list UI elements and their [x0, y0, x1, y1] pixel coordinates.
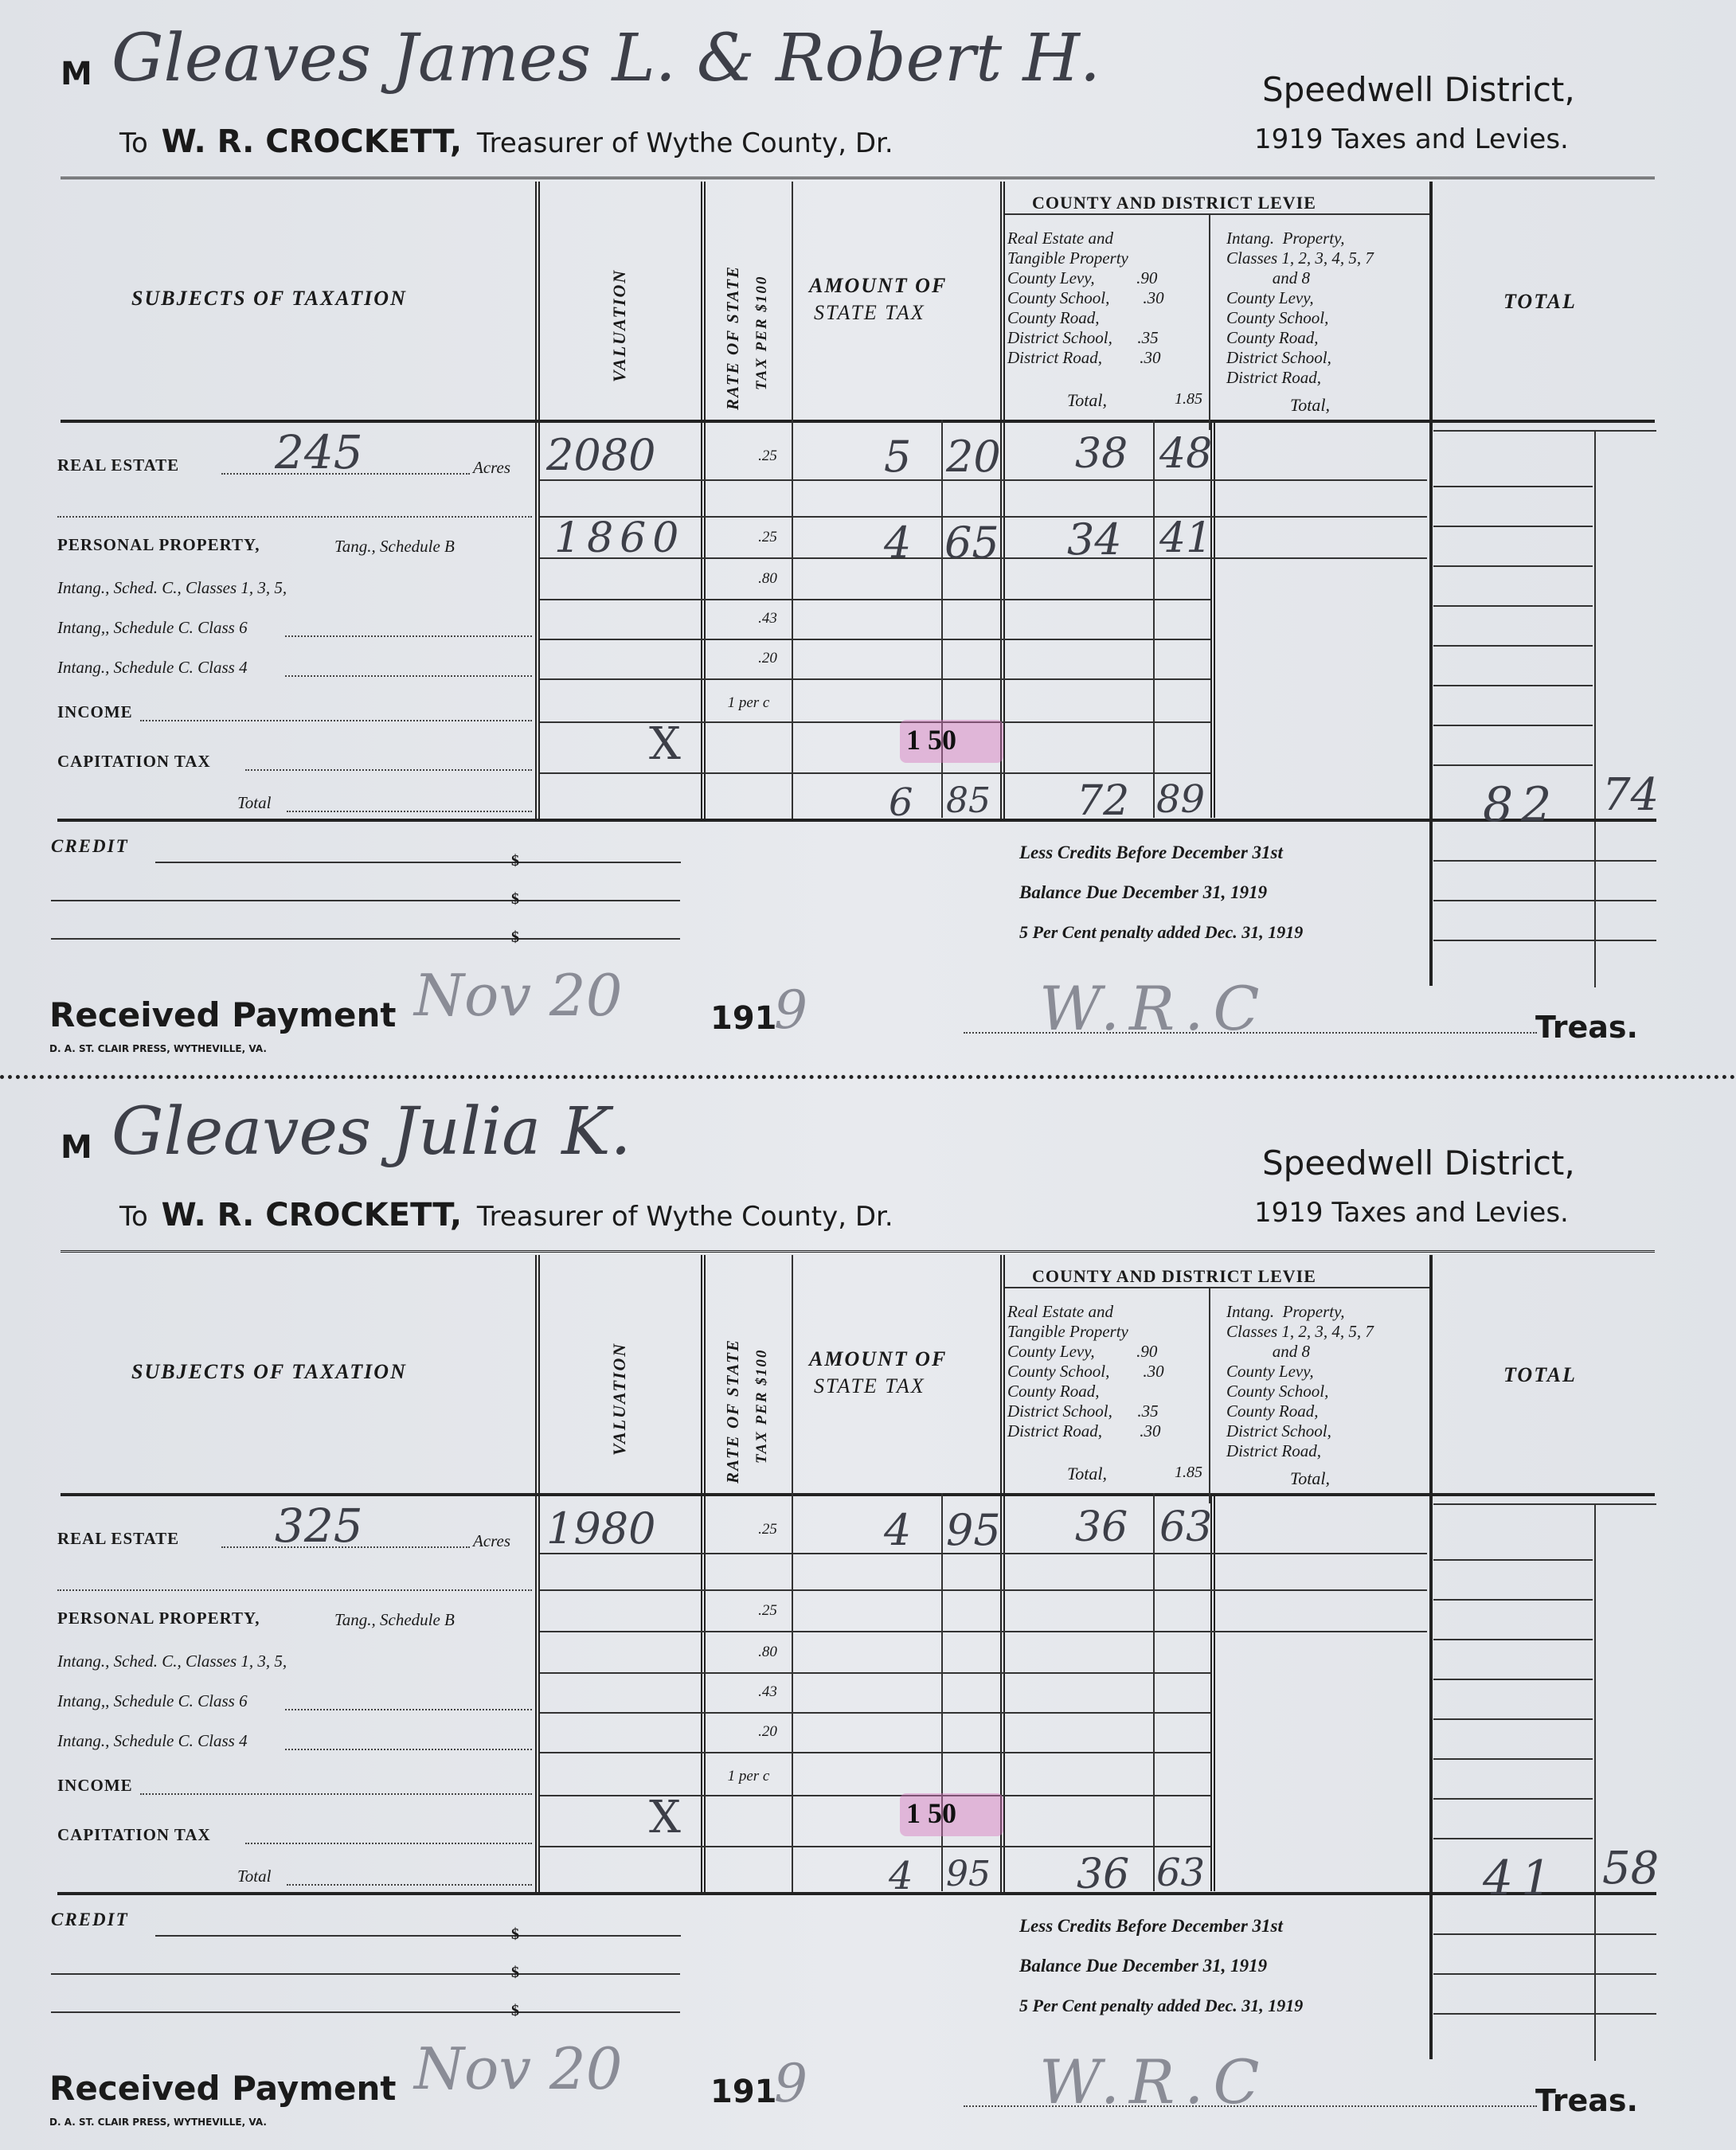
blank-row-dots	[57, 516, 532, 518]
less-credits-label: Less Credits Before December 31st	[1019, 842, 1283, 862]
col-rule-rate	[701, 182, 706, 819]
income-label: INCOME	[57, 702, 133, 721]
income-dots	[140, 1793, 532, 1795]
row-rule-intang2	[540, 639, 1210, 640]
grand-total-dollars: 41	[1483, 1851, 1560, 1906]
total-row-label: Total	[237, 1867, 272, 1886]
county-levy-real-estate-cents: 48	[1159, 430, 1213, 478]
valuation-capitation: X	[649, 718, 681, 770]
rate-intang3: .20	[758, 1723, 777, 1740]
credit-dollar-1: $	[511, 1925, 519, 1943]
state-tax-real-estate-cents: 95	[946, 1505, 1001, 1555]
credit-line-3	[51, 938, 680, 940]
received-payment-label: Received Payment	[49, 2069, 397, 2108]
treasurer-initials: W.R.C	[1039, 2046, 1269, 2117]
total-col-rule-1	[1433, 430, 1656, 432]
levy-left-total-value: 1.85	[1175, 1464, 1202, 1481]
row-rule-capitation	[540, 772, 1210, 774]
valuation-capitation: X	[649, 1792, 681, 1843]
amount-header-1: AMOUNT OF	[809, 274, 948, 297]
acres-value: 325	[275, 1499, 363, 1553]
rate-income: 1 per c	[727, 1768, 770, 1784]
rate-intang2: .43	[758, 1683, 777, 1700]
row-rule-total	[57, 819, 1656, 822]
credit-line-2	[51, 1973, 680, 1975]
received-year-print: 191	[710, 1000, 777, 1037]
tax-year-line: 1919 Taxes and Levies.	[1254, 1197, 1569, 1229]
total-col-rule-7	[1433, 1758, 1593, 1760]
total-col-rule-2	[1433, 1559, 1593, 1561]
total-row-label: Total	[237, 793, 272, 812]
row-rule-income	[540, 1795, 1210, 1796]
intang-class-4-label: Intang., Schedule C. Class 4	[57, 658, 248, 677]
levy-right-total-label: Total,	[1290, 1468, 1330, 1488]
rate-income: 1 per c	[727, 694, 770, 711]
district-name: Speedwell District,	[1262, 1143, 1575, 1182]
capitation-tax-label: CAPITATION TAX	[57, 752, 211, 771]
credit-dollar-2: $	[511, 1964, 519, 1981]
levy-left-total-value: 1.85	[1175, 390, 1202, 408]
state-tax-total-cents: 85	[946, 780, 991, 821]
rate-header-1: RATE OF STATE	[723, 264, 742, 410]
credit-line-1	[155, 1935, 681, 1937]
rate-real-estate: .25	[758, 1521, 777, 1538]
rate-personal: .25	[758, 529, 777, 545]
row-rule-intang1	[540, 599, 1210, 600]
total-col-rule-4	[1433, 565, 1593, 567]
col-rule-total-cents	[1594, 1503, 1596, 2061]
county-levy-real-estate-cents: 63	[1159, 1503, 1213, 1551]
county-levy-header: COUNTY AND DISTRICT LEVIE	[1032, 193, 1316, 213]
header-bottom-rule	[61, 1493, 1655, 1496]
row-rule-intang3	[540, 1752, 1210, 1753]
county-header-rule	[1005, 1287, 1429, 1288]
press-imprint: D. A. ST. CLAIR PRESS, WYTHEVILLE, VA.	[49, 2117, 267, 2128]
total-col-rule-8	[1433, 725, 1593, 726]
blank-row-dots	[57, 1589, 532, 1591]
credit-label: CREDIT	[51, 1910, 129, 1929]
press-imprint: D. A. ST. CLAIR PRESS, WYTHEVILLE, VA.	[49, 1043, 267, 1054]
to-word: To	[119, 1201, 148, 1233]
col-rule-valuation	[535, 182, 540, 819]
credit-dollar-2: $	[511, 890, 519, 908]
total-row-dots	[287, 1884, 532, 1886]
real-estate-label: REAL ESTATE	[57, 1529, 180, 1548]
subjects-header: SUBJECTS OF TAXATION	[131, 287, 407, 310]
treasurer-name: W. R. CROCKETT,	[161, 1197, 463, 1233]
county-header-rule	[1005, 213, 1429, 215]
rate-header-2: TAX PER $100	[753, 1348, 770, 1464]
grand-total-dollars: 82	[1483, 777, 1560, 833]
state-tax-personal-dollars: 4	[884, 518, 912, 568]
total-header: TOTAL	[1503, 290, 1577, 313]
county-levy-personal-dollars: 34	[1067, 514, 1122, 565]
col-rule-levy-split	[1209, 1288, 1210, 1503]
bill-marker: M	[61, 1129, 92, 1166]
header-rule	[61, 1250, 1655, 1255]
total-col-rule-1	[1433, 1503, 1656, 1505]
col-rule-total	[1429, 182, 1433, 986]
personal-property-schedule: Tang., Schedule B	[334, 1610, 455, 1629]
county-levy-real-estate-dollars: 38	[1075, 430, 1128, 478]
row-rule-blank	[540, 1589, 1427, 1591]
personal-property-label: PERSONAL PROPERTY,	[57, 535, 260, 554]
intang-class-6-label: Intang,, Schedule C. Class 6	[57, 1691, 248, 1710]
county-levy-real-estate-dollars: 36	[1075, 1503, 1128, 1551]
col-rule-total-cents	[1594, 430, 1596, 987]
personal-property-schedule: Tang., Schedule B	[334, 537, 455, 556]
penalty-label: 5 Per Cent penalty added Dec. 31, 1919	[1019, 922, 1304, 942]
county-levy-personal-cents: 41	[1159, 514, 1213, 562]
acres-label: Acres	[473, 1531, 511, 1550]
total-header: TOTAL	[1503, 1363, 1577, 1386]
col-rule-valuation	[535, 1255, 540, 1892]
capitation-stamp-value: 1 50	[906, 1797, 956, 1829]
penalty-label: 5 Per Cent penalty added Dec. 31, 1919	[1019, 1996, 1304, 2015]
levy-left-total-label: Total,	[1067, 1464, 1107, 1484]
total-col-rule-3	[1433, 1599, 1593, 1601]
total-col-rule-9	[1433, 1838, 1593, 1839]
total-col-rule-11	[1433, 900, 1656, 901]
treasurer-initials: W.R.C	[1039, 973, 1269, 1044]
received-date: Nov 20	[414, 2035, 623, 2102]
balance-due-label: Balance Due December 31, 1919	[1019, 882, 1268, 902]
total-col-rule-7	[1433, 685, 1593, 686]
levy-right-text: Intang. Property, Classes 1, 2, 3, 4, 5, 7 and 8 County Levy, County School, County Road, District School, District Road,	[1226, 1302, 1374, 1460]
treas-label: Treas.	[1535, 1010, 1638, 1045]
total-col-rule-3	[1433, 526, 1593, 527]
to-word: To	[119, 127, 148, 159]
levy-left-text: Real Estate and Tangible Property County Levy, .90 County School, .30 County Road, District School, .35 District Road, .30	[1007, 229, 1164, 367]
county-levy-total-cents: 63	[1156, 1851, 1206, 1895]
state-tax-total-dollars: 4	[889, 1854, 913, 1898]
state-tax-real-estate-dollars: 4	[884, 1505, 912, 1555]
capitation-stamp-value: 1 50	[906, 724, 956, 756]
total-col-rule-8	[1433, 1798, 1593, 1800]
district-name: Speedwell District,	[1262, 70, 1575, 109]
header-bottom-rule	[61, 420, 1655, 423]
intang-class-6-label: Intang,, Schedule C. Class 6	[57, 618, 248, 637]
valuation-header: VALUATION	[609, 268, 629, 382]
intang-class-6-dots	[285, 1709, 532, 1710]
credit-label: CREDIT	[51, 836, 129, 856]
credit-dollar-1: $	[511, 852, 519, 870]
total-col-rule-9	[1433, 764, 1593, 766]
row-rule-personal	[540, 1631, 1427, 1632]
grand-total-cents: 74	[1602, 769, 1660, 821]
state-tax-total-dollars: 6	[889, 780, 913, 825]
intang-class-6-dots	[285, 635, 532, 637]
total-col-rule-12	[1433, 940, 1656, 941]
balance-due-label: Balance Due December 31, 1919	[1019, 1956, 1268, 1976]
personal-property-label: PERSONAL PROPERTY,	[57, 1609, 260, 1628]
col-rule-amount	[792, 1255, 793, 1892]
rate-personal: .25	[758, 1602, 777, 1619]
valuation-personal: 1860	[554, 514, 686, 562]
state-tax-real-estate-cents: 20	[946, 432, 1001, 482]
treasurer-line	[119, 123, 893, 160]
levy-right-total-label: Total,	[1290, 395, 1330, 415]
row-rule-intang3	[540, 678, 1210, 680]
treas-label: Treas.	[1535, 2083, 1638, 2118]
capitation-dots	[245, 769, 532, 771]
real-estate-label: REAL ESTATE	[57, 455, 180, 475]
treasurer-line	[119, 1197, 893, 1233]
amount-header-2: STATE TAX	[814, 1374, 925, 1398]
state-tax-real-estate-dollars: 5	[884, 432, 912, 482]
amount-header-2: STATE TAX	[814, 301, 925, 324]
county-levy-total-cents: 89	[1156, 777, 1206, 822]
rate-real-estate: .25	[758, 448, 777, 464]
subjects-header: SUBJECTS OF TAXATION	[131, 1360, 407, 1383]
treasurer-title: Treasurer of Wythe County, Dr.	[476, 127, 893, 159]
county-levy-header: COUNTY AND DISTRICT LEVIE	[1032, 1266, 1316, 1286]
credit-line-2	[51, 900, 680, 901]
credit-line-3	[51, 2011, 680, 2013]
state-tax-total-cents: 95	[946, 1854, 991, 1894]
state-tax-personal-cents: 65	[944, 518, 999, 568]
received-payment-label: Received Payment	[49, 995, 397, 1034]
rate-intang2: .43	[758, 610, 777, 627]
col-rule-amount	[792, 182, 793, 819]
total-col-rule-6	[1433, 1718, 1593, 1720]
tax-year-line: 1919 Taxes and Levies.	[1254, 123, 1569, 155]
total-col-rule-11	[1433, 1973, 1656, 1975]
valuation-real-estate: 1980	[546, 1503, 656, 1554]
capitation-dots	[245, 1843, 532, 1844]
row-rule-total	[57, 1892, 1656, 1895]
less-credits-label: Less Credits Before December 31st	[1019, 1916, 1283, 1936]
rate-header-1: RATE OF STATE	[723, 1338, 742, 1484]
col-rule-rate	[701, 1255, 706, 1892]
col-rule-levy-split	[1209, 215, 1210, 430]
bill-marker: M	[61, 56, 92, 92]
intang-class-4-dots	[285, 1749, 532, 1750]
taxpayer-name: Gleaves James L. & Robert H.	[111, 21, 1101, 96]
received-date: Nov 20	[414, 962, 623, 1029]
county-levy-total-dollars: 36	[1077, 1851, 1130, 1898]
county-levy-total-dollars: 72	[1077, 777, 1130, 825]
levy-right-text: Intang. Property, Classes 1, 2, 3, 4, 5, 7 and 8 County Levy, County School, County Road, District School, District Road,	[1226, 229, 1374, 387]
valuation-real-estate: 2080	[546, 430, 656, 480]
col-rule-total	[1429, 1255, 1433, 2059]
credit-line-1	[155, 862, 681, 863]
taxpayer-name: Gleaves Julia K.	[111, 1094, 631, 1170]
credit-dollar-3: $	[511, 928, 519, 946]
levy-left-text: Real Estate and Tangible Property County Levy, .90 County School, .30 County Road, District School, .35 District Road, .30	[1007, 1302, 1164, 1440]
row-rule-capitation	[540, 1846, 1210, 1847]
acres-value: 245	[275, 425, 363, 479]
received-year-digit: 9	[774, 2053, 807, 2114]
rate-intang3: .20	[758, 650, 777, 666]
total-row-dots	[287, 811, 532, 812]
total-col-rule-6	[1433, 645, 1593, 647]
total-col-rule-12	[1433, 2013, 1656, 2015]
rate-header-2: TAX PER $100	[753, 275, 770, 390]
rate-intang1: .80	[758, 1644, 777, 1660]
header-rule	[61, 177, 1655, 182]
amount-header-1: AMOUNT OF	[809, 1347, 948, 1370]
total-col-rule-5	[1433, 1679, 1593, 1680]
intang-class-4-dots	[285, 675, 532, 677]
total-col-rule-5	[1433, 605, 1593, 607]
credit-dollar-3: $	[511, 2002, 519, 2019]
row-rule-intang2	[540, 1712, 1210, 1714]
grand-total-cents: 58	[1602, 1843, 1660, 1894]
rate-intang1: .80	[758, 570, 777, 587]
capitation-tax-label: CAPITATION TAX	[57, 1825, 211, 1844]
levy-left-total-label: Total,	[1067, 390, 1107, 410]
row-rule-income	[540, 721, 1210, 723]
intang-sched-c-label: Intang., Sched. C., Classes 1, 3, 5,	[57, 1652, 287, 1671]
income-dots	[140, 720, 532, 721]
income-label: INCOME	[57, 1776, 133, 1795]
intang-sched-c-label: Intang., Sched. C., Classes 1, 3, 5,	[57, 578, 287, 597]
received-year-digit: 9	[774, 979, 807, 1041]
treasurer-name: W. R. CROCKETT,	[161, 123, 463, 160]
total-col-rule-2	[1433, 486, 1593, 487]
intang-class-4-label: Intang., Schedule C. Class 4	[57, 1731, 248, 1750]
total-col-rule-10	[1433, 860, 1656, 862]
received-year-print: 191	[710, 2074, 777, 2110]
row-rule-intang1	[540, 1672, 1210, 1674]
valuation-header: VALUATION	[609, 1342, 629, 1456]
tax-bill-2	[0, 1073, 1736, 2148]
acres-label: Acres	[473, 458, 511, 477]
total-col-rule-4	[1433, 1639, 1593, 1640]
total-col-rule-10	[1433, 1933, 1656, 1935]
treasurer-title: Treasurer of Wythe County, Dr.	[476, 1201, 893, 1233]
